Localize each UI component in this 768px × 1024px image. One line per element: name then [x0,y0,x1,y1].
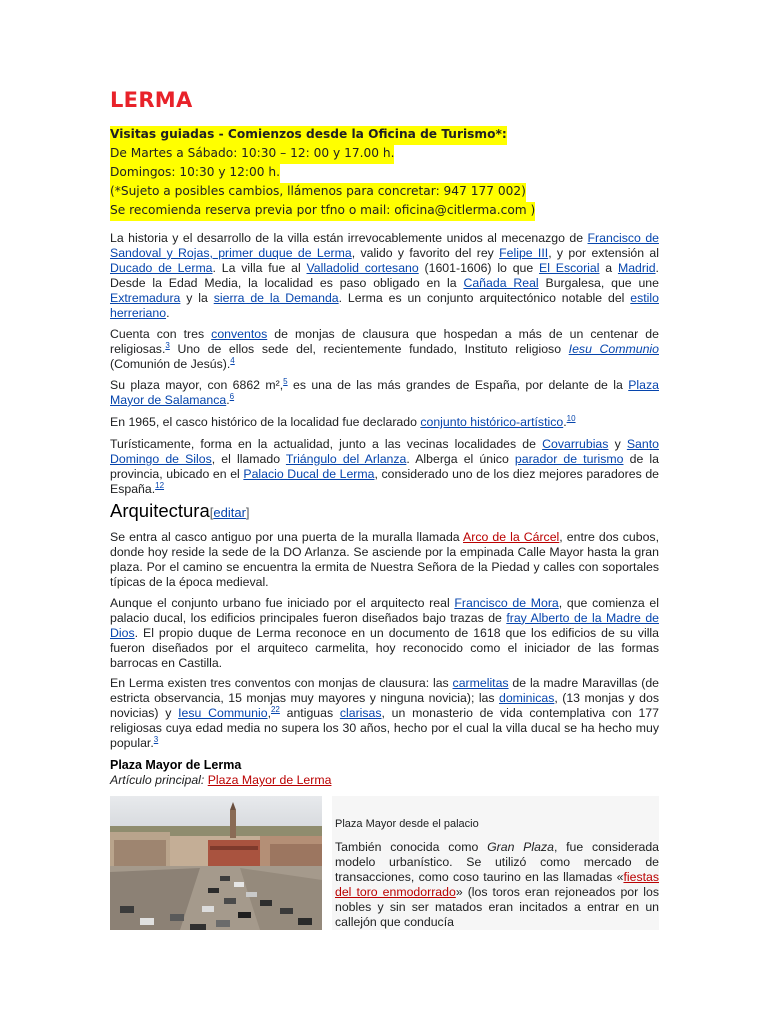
visits-heading: Visitas guiadas - Comienzos desde la Oficina de Turismo*: [110,126,507,145]
guided-visits-block [110,126,659,221]
gran-plaza-paragraph: También conocida como Gran Plaza, fue considerada modelo urbanístico. Se utilizó como mercado de transacciones, como coso taurino en las llamadas «fiestas del toro enmodorrado» (los toros eran rejoneados por los nobles y sin ser matados eran incitados a entrar en un callejón que conducía [335,840,659,929]
link-sierra-demanda[interactable]: sierra de la Demanda [213,290,339,305]
link-arco-carcel[interactable]: Arco de la Cárcel [463,530,560,544]
link-main-article-plaza[interactable]: Plaza Mayor de Lerma [207,773,332,787]
figure-caption: Plaza Mayor desde el palacio [335,818,479,830]
edit-section-link[interactable]: editar [213,505,246,520]
ref-10[interactable]: 10 [566,413,576,423]
link-santo-domingo-silos[interactable]: Santo Domingo de Silos [110,437,659,466]
link-clarisas[interactable]: clarisas [339,705,382,720]
convents-paragraph: Cuenta con tres conventos de monjas de clausura que hospedan a más de un centenar de religiosas.$^3$ Uno de ellos sede del, recientemente fundado, Instituto religioso Iesu Communio (Comunión de Jesús).$^4$ [110,327,659,371]
entrance-paragraph: Se entra al casco antiguo por una puerta de la muralla llamada Arco de la Cárcel, entre dos cubos, donde hoy reside la sede de la DO Arlanza. Se asciende por la empinada Calle Mayor hasta la gran plaza. Por el camino se encuentra la ermita de Nuestra Señora de la Piedad y calles con soportales típicas de la época medieval. [110,530,659,589]
ref-4[interactable]: 4 [230,355,235,365]
link-covarrubias[interactable]: Covarrubias [542,437,609,451]
link-canada-real[interactable]: Cañada Real [463,275,539,290]
visits-booking-note: Se recomienda reserva previa por tfno o mail: oficina@citlerma.com ) [110,202,535,221]
link-fiestas-toro[interactable]: fiestas del toro enmodorrado [335,869,659,899]
link-conjunto-historico[interactable]: conjunto histórico-artístico [420,415,564,429]
link-carmelitas[interactable]: carmelitas [452,676,509,690]
page-title: LERMA [110,88,193,112]
figure-description-box [332,796,659,930]
visits-weekday-hours: De Martes a Sábado: 10:30 – 12: 00 y 17.00 h. [110,145,394,164]
ref-5[interactable]: 5 [283,376,288,386]
link-el-escorial[interactable]: El Escorial [539,260,600,275]
monasteries-paragraph: En Lerma existen tres conventos con monjas de clausura: las carmelitas de la madre Maravillas (de estricta observancia, 15 monjas muy mayores y ninguna novicia); las dominicas, (13 monjas y dos novicias) y Iesu Communio,$^{22}$ antiguas clarisas, un monasterio de vida contemplativa con 177 religiosas cuya edad media no supera los 30 años, hecho por el cual la villa ducal se ha hecho muy popular.$^3$ [110,676,659,750]
subsection-heading-plaza-mayor: Plaza Mayor de Lerma [110,758,242,772]
link-triangulo-arlanza[interactable]: Triángulo del Arlanza [285,451,407,466]
heritage-paragraph: En 1965, el casco histórico de la localidad fue declarado conjunto histórico-artístico.$^{10}$ [110,413,576,429]
history-paragraph: La historia y el desarrollo de la villa están irrevocablemente unidos al mecenazgo de Francisco de Sandoval y Rojas, primer duque de Lerma, valido y favorito del rey Felipe III, y por extensión al Ducado de Lerma. La villa fue al Valladolid cortesano (1601-1606) lo que El Escorial a Madrid. Desde la Edad Media, la localidad es paso obligado en la Cañada Real Burgalesa, que une Extremadura y la sierra de la Demanda. Lerma es un conjunto arquitectónico notable del estilo herreriano. [110,231,659,320]
link-estilo-herreriano[interactable]: estilo herreriano [110,290,659,320]
link-extremadura[interactable]: Extremadura [110,290,181,305]
ref-22[interactable]: 22 [270,704,280,714]
ref-3[interactable]: 3 [165,340,170,350]
link-dominicas[interactable]: dominicas [499,690,555,705]
link-francisco-mora[interactable]: Francisco de Mora [454,596,559,610]
ref-3b[interactable]: 3 [153,734,159,744]
ref-6[interactable]: 6 [229,391,235,401]
link-fray-alberto[interactable]: fray Alberto de la Madre de Dios [110,610,660,640]
link-plaza-salamanca[interactable]: Plaza Mayor de Salamanca [110,378,659,407]
plaza-size-paragraph: Su plaza mayor, con 6862 m²,$^5$ es una de las más grandes de España, por delante de la Plaza Mayor de Salamanca.$^6$ [110,376,659,407]
ref-12[interactable]: 12 [155,480,165,490]
link-iesu-communio[interactable]: Iesu Communio [568,341,659,356]
plaza-mayor-photo [110,796,322,930]
tourism-paragraph: Turísticamente, forma en la actualidad, junto a las vecinas localidades de Covarrubias y Santo Domingo de Silos, el llamado Triángulo del Arlanza. Alberga el único parador de turismo de la provincia, ubicado en el Palacio Ducal de Lerma, considerado uno de los diez mejores paradores de España.$^{12}$ [110,437,659,496]
link-madrid[interactable]: Madrid [617,260,656,275]
link-francisco-sandoval[interactable]: Francisco de Sandoval y Rojas, primer duque de Lerma [110,231,659,260]
link-palacio-ducal[interactable]: Palacio Ducal de Lerma [243,466,375,481]
link-parador-turismo[interactable]: parador de turismo [514,451,624,466]
link-ducado-lerma[interactable]: Ducado de Lerma [110,260,213,275]
link-felipe-iii[interactable]: Felipe III [499,245,549,260]
visits-sunday-hours: Domingos: 10:30 y 12:00 h. [110,164,280,183]
section-heading-arquitectura: Arquitectura[editar] [110,500,250,521]
link-iesu-communio-2[interactable]: Iesu Communio [178,705,268,720]
main-article-note: Artículo principal: Plaza Mayor de Lerma [110,773,332,787]
architects-paragraph: Aunque el conjunto urbano fue iniciado por el arquitecto real Francisco de Mora, que comienza el palacio ducal, los edificios principales fueron diseñados bajo trazas de fray Alberto de la Madre de Dios. El propio duque de Lerma reconoce en un documento de 1618 que los edificios de su villa fueron diseñados por el arquiteco carmelita, hoy reconocido como el iniciador de las formas barrocas en Castilla. [110,596,660,670]
link-conventos[interactable]: conventos [211,327,268,341]
link-valladolid-cortesano[interactable]: Valladolid cortesano [306,260,419,275]
visits-phone-note: (*Sujeto a posibles cambios, llámenos para concretar: 947 177 002) [110,183,526,202]
